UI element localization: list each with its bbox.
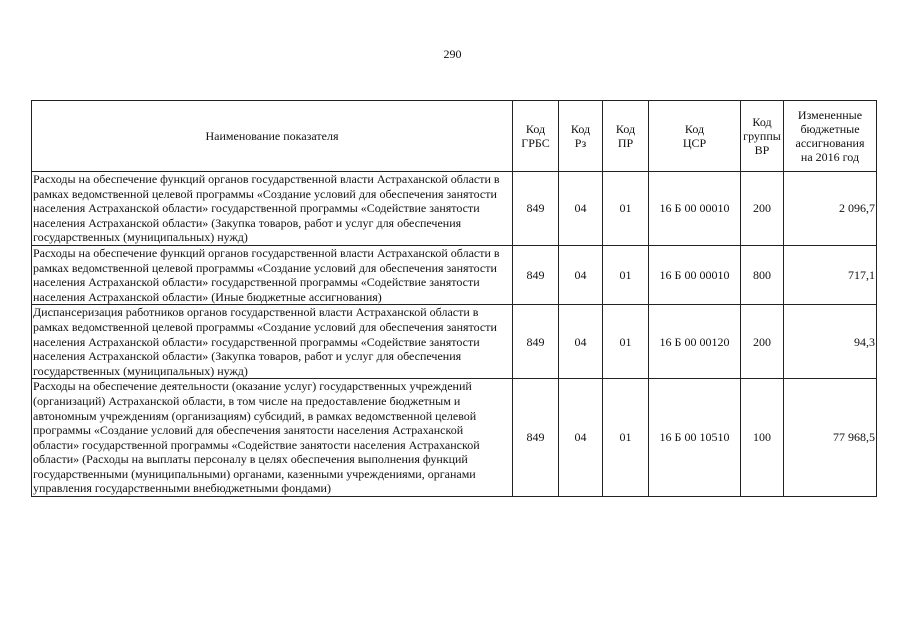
header-vr-line1: Код xyxy=(752,115,772,129)
row-rz: 04 xyxy=(559,305,603,379)
header-grbs-line1: Код xyxy=(525,122,546,136)
header-pr-line1: Код xyxy=(615,122,636,136)
header-vr-line2: группы xyxy=(743,129,781,143)
header-rz-line1: Код xyxy=(570,122,591,136)
row-grbs: 849 xyxy=(513,305,559,379)
header-csr xyxy=(649,101,741,172)
row-grbs: 849 xyxy=(513,245,559,304)
page-number: 290 xyxy=(443,47,462,61)
header-grbs xyxy=(513,101,559,172)
row-amount: 94,3 xyxy=(784,305,877,379)
row-amount: 2 096,7 xyxy=(784,172,877,246)
header-amount-line1: Измененные xyxy=(797,108,863,122)
row-vr: 200 xyxy=(741,172,784,246)
row-name: Расходы на обеспечение деятельности (оказание услуг) государственных учреждений (организаций) Астраханской области, в том числе на предоставление бюджетным и автономным учреждениям (организациям) субсидий, в рамках ведомственной целевой программы «Создание условий для обеспечения занятости населения Астраханской области» государственной программы «Содействие занятости населения Астраханской области» (Расходы на выплаты персоналу в целях обеспечения выполнения функций государственными (муниципальными) органами, казенными учреждениями, органами управления государственными внебюджетными фондами) xyxy=(32,379,513,497)
row-vr: 200 xyxy=(741,305,784,379)
header-grbs-line2: ГРБС xyxy=(521,136,550,150)
row-pr: 01 xyxy=(603,379,649,497)
row-amount: 77 968,5 xyxy=(784,379,877,497)
row-csr: 16 Б 00 00010 xyxy=(649,245,741,304)
row-csr: 16 Б 00 10510 xyxy=(649,379,741,497)
row-pr: 01 xyxy=(603,245,649,304)
row-amount: 717,1 xyxy=(784,245,877,304)
header-pr-line2: ПР xyxy=(617,136,634,150)
header-amount-line4: на 2016 год xyxy=(800,150,860,164)
row-name: Диспансеризация работников органов государственной власти Астраханской области в рамках ведомственной целевой программы «Создание условий для обеспечения занятости населения Астраханской области» государственной программы «Содействие занятости населения Астраханской области» (Закупка товаров, работ и услуг для обеспечения государственных (муниципальных) нужд) xyxy=(32,305,513,379)
header-rz xyxy=(559,101,603,172)
header-amount-line2: бюджетные xyxy=(800,122,860,136)
row-csr: 16 Б 00 00120 xyxy=(649,305,741,379)
table-row xyxy=(32,305,877,379)
row-pr: 01 xyxy=(603,305,649,379)
header-vr xyxy=(741,101,784,172)
budget-table xyxy=(31,100,877,497)
row-rz: 04 xyxy=(559,172,603,246)
header-vr-line3: ВР xyxy=(754,143,770,157)
header-amount xyxy=(784,101,877,172)
row-rz: 04 xyxy=(559,379,603,497)
row-vr: 800 xyxy=(741,245,784,304)
row-pr: 01 xyxy=(603,172,649,246)
row-name: Расходы на обеспечение функций органов государственной власти Астраханской области в рамках ведомственной целевой программы «Создание условий для обеспечения занятости населения Астраханской области» государственной программы «Содействие занятости населения Астраханской области» (Закупка товаров, работ и услуг для обеспечения государственных (муниципальных) нужд) xyxy=(32,172,513,246)
row-name: Расходы на обеспечение функций органов государственной власти Астраханской области в рамках ведомственной целевой программы «Создание условий для обеспечения занятости населения Астраханской области» государственной программы «Содействие занятости населения Астраханской области» (Иные бюджетные ассигнования) xyxy=(32,245,513,304)
header-rz-line2: Рз xyxy=(574,136,587,150)
header-name-label: Наименование показателя xyxy=(205,129,339,143)
table-row xyxy=(32,379,877,497)
header-amount-line3: ассигнования xyxy=(795,136,865,150)
header-csr-line2: ЦСР xyxy=(682,136,707,150)
header-csr-line1: Код xyxy=(684,122,705,136)
row-vr: 100 xyxy=(741,379,784,497)
row-csr: 16 Б 00 00010 xyxy=(649,172,741,246)
row-grbs: 849 xyxy=(513,379,559,497)
header-row xyxy=(32,101,877,172)
table-row xyxy=(32,245,877,304)
table-row xyxy=(32,172,877,246)
row-grbs: 849 xyxy=(513,172,559,246)
header-pr xyxy=(603,101,649,172)
header-name xyxy=(32,101,513,172)
row-rz: 04 xyxy=(559,245,603,304)
